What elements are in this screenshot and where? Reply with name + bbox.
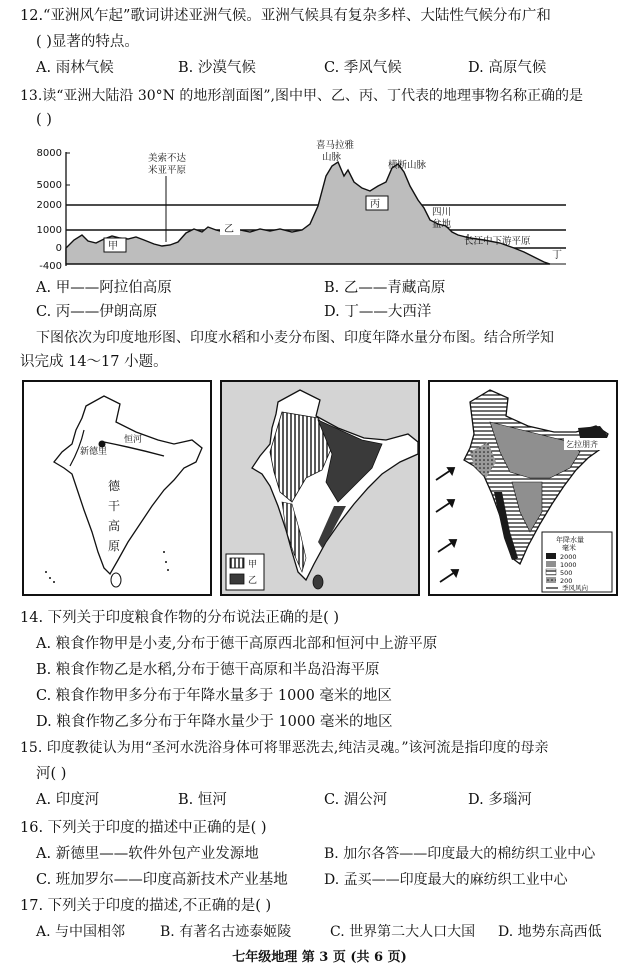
map1-label-deqian-3: 高 — [108, 519, 121, 533]
map1-label-deqian-4: 原 — [108, 539, 121, 553]
label-mesopotamia-2: 米亚平原 — [148, 165, 187, 176]
q17-option-c: C. 世界第二大人口大国 — [330, 924, 476, 940]
y-tick-0: 0 — [55, 243, 62, 254]
q14-option-c: C. 粮食作物甲多分布于年降水量多于 1000 毫米的地区 — [36, 688, 392, 704]
india-topography-map — [22, 380, 212, 596]
q13-option-d: D. 丁——大西洋 — [324, 304, 432, 320]
label-jia: 甲 — [108, 241, 118, 252]
y-tick-2000: 2000 — [36, 200, 62, 211]
map3-label-qilapengqi: 乞拉朋齐 — [566, 440, 598, 449]
map3-legend — [542, 532, 612, 592]
label-sichuan-2: 盆地 — [432, 219, 452, 230]
label-hengduan: 横断山脉 — [388, 160, 427, 171]
q17-option-d: D. 地势东高西低 — [498, 924, 602, 940]
label-changjiang: 长江中下游平原 — [464, 236, 531, 247]
q16-option-c: C. 班加罗尔——印度高新技术产业基地 — [36, 872, 288, 888]
q16-option-a: A. 新德里——软件外包产业发源地 — [36, 846, 259, 862]
label-himalaya-2: 山脉 — [322, 152, 342, 163]
map3-legend-title-1: 年降水量 — [556, 536, 584, 544]
intro-line2: 识完成 14～17 小题。 — [20, 354, 168, 370]
terrain-profile-chart — [30, 136, 575, 271]
q13-option-a: A. 甲——阿拉伯高原 — [36, 280, 172, 296]
q15-stem-line2: 河( ) — [36, 766, 67, 782]
map1-label-deqian-2: 干 — [108, 499, 121, 513]
map3-legend-200: 200 — [560, 577, 573, 585]
map2-legend-yi: 乙 — [248, 576, 258, 586]
q14-stem: 14. 下列关于印度粮食作物的分布说法正确的是( ) — [20, 610, 340, 626]
map3-legend-500: 500 — [560, 569, 573, 577]
q16-option-d: D. 孟买——印度最大的麻纺织工业中心 — [324, 872, 568, 888]
q13-option-b: B. 乙——青藏高原 — [324, 280, 446, 296]
q14-option-d: D. 粮食作物乙多分布于年降水量少于 1000 毫米的地区 — [36, 714, 393, 730]
map2-legend — [226, 554, 264, 590]
q15-option-c: C. 湄公河 — [324, 792, 388, 808]
q15-option-b: B. 恒河 — [178, 792, 227, 808]
india-crop-map — [220, 380, 420, 596]
map1-label-henghe: 恒河 — [124, 435, 143, 445]
y-tick-8000: 8000 — [36, 148, 62, 159]
terrain-area — [66, 162, 550, 264]
map3-legend-title-2: 毫米 — [562, 544, 576, 552]
q12-stem-line2: ( )显著的特点。 — [36, 34, 139, 50]
q13-stem-line1: 13.读“亚洲大陆沿 30°N 的地形剖面图”,图中甲、乙、丙、丁代表的地理事物名称正确的是 — [20, 88, 583, 104]
q14-option-a: A. 粮食作物甲是小麦,分布于德干高原西北部和恒河中上游平原 — [36, 636, 438, 652]
q17-option-b: B. 有著名古迹泰姬陵 — [160, 924, 292, 940]
q15-option-d: D. 多瑙河 — [468, 792, 532, 808]
q12-option-d: D. 高原气候 — [468, 60, 547, 76]
y-tick-1000: 1000 — [36, 225, 62, 236]
label-yi: 乙 — [224, 224, 234, 235]
q12-option-c: C. 季风气候 — [324, 60, 402, 76]
label-bing: 丙 — [370, 199, 380, 210]
q16-stem: 16. 下列关于印度的描述中正确的是( ) — [20, 820, 267, 836]
y-tick-5000: 5000 — [36, 180, 62, 191]
q12-stem-line1: 12.“亚洲风乍起”歌词讲述亚洲气候。亚洲气候具有复杂多样、大陆性气候分布广和 — [20, 8, 551, 24]
q13-option-c: C. 丙——伊朗高原 — [36, 304, 158, 320]
q12-option-a: A. 雨林气候 — [36, 60, 114, 76]
map1-label-xindeli: 新德里 — [80, 447, 108, 457]
intro-line1: 下图依次为印度地形图、印度水稻和小麦分布图、印度年降水量分布图。结合所学知 — [36, 330, 554, 346]
q15-stem-line1: 15. 印度教徒认为用“圣河水洗浴身体可将罪恶洗去,纯洁灵魂。”该河流是指印度的母亲 — [20, 740, 549, 756]
q16-option-b: B. 加尔各答——印度最大的棉纺织工业中心 — [324, 846, 596, 862]
map3-legend-2000: 2000 — [560, 553, 577, 561]
q12-option-b: B. 沙漠气候 — [178, 60, 256, 76]
map3-legend-1000: 1000 — [560, 561, 577, 569]
page-footer: 七年级地理 第 3 页 (共 6 页) — [232, 950, 407, 965]
y-tick-neg400: -400 — [39, 261, 62, 271]
map3-legend-wind: 季风风向 — [562, 584, 588, 592]
q13-stem-line2: ( ) — [36, 112, 52, 128]
label-ding: 丁 — [552, 250, 562, 261]
india-precipitation-map — [428, 380, 618, 596]
map2-legend-jia: 甲 — [248, 560, 258, 570]
label-mesopotamia-1: 美索不达 — [148, 153, 187, 164]
q17-stem: 17. 下列关于印度的描述,不正确的是( ) — [20, 898, 272, 914]
q14-option-b: B. 粮食作物乙是水稻,分布于德干高原和半岛沿海平原 — [36, 662, 380, 678]
label-sichuan-1: 四川 — [432, 207, 452, 218]
label-himalaya-1: 喜马拉雅 — [316, 140, 355, 151]
map1-label-deqian-1: 德 — [108, 479, 121, 493]
q17-option-a: A. 与中国相邻 — [36, 924, 126, 940]
q15-option-a: A. 印度河 — [36, 792, 100, 808]
